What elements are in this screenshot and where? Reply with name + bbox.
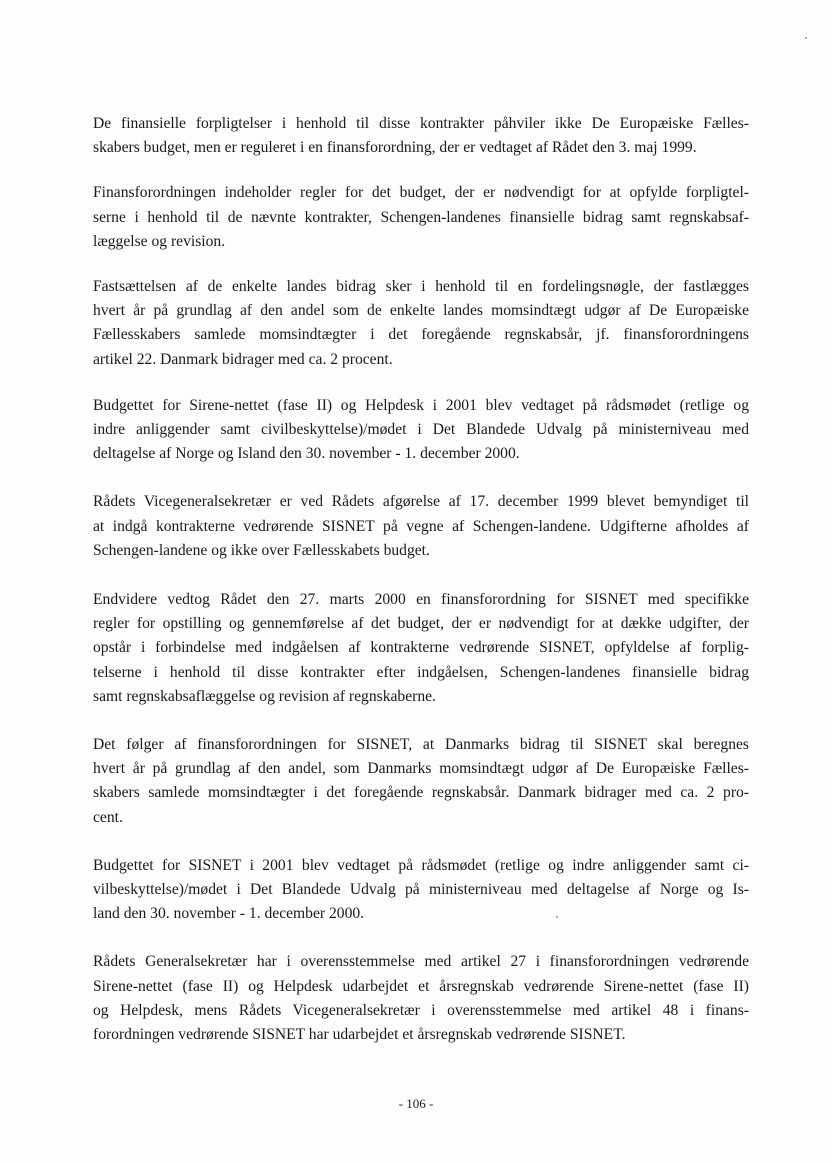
- paragraph-line: artikel 22. Danmark bidrager med ca. 2 procent.: [93, 350, 393, 368]
- paragraph-line: land den 30. november - 1. december 2000.: [93, 905, 365, 923]
- paragraph-line: at indgå kontrakterne vedrørende SISNET på vegne af Schengen-landene. Udgifterne afholdes af: [93, 517, 749, 535]
- paragraph-line: læggelse og revision.: [93, 232, 226, 250]
- paragraph-line: Fællesskabers samlede momsindtægter i det foregående regnskabsår, jf. finansforordningens: [93, 326, 749, 344]
- paragraph-line: Fastsættelsen af de enkelte landes bidrag sker i henhold til en fordelingsnøgle, der fastlægges: [93, 278, 749, 296]
- paragraph-line: deltagelse af Norge og Island den 30. november - 1. december 2000.: [93, 445, 520, 463]
- page-number: - 106 -: [398, 1096, 434, 1111]
- paragraph-line: indre anliggender samt civilbeskyttelse)/mødet i Det Blandede Udvalg på ministerniveau med: [93, 421, 749, 439]
- paragraph-line: forordningen vedrørende SISNET har udarbejdet et årsregnskab vedrørende SISNET.: [93, 1026, 626, 1044]
- paragraph-6: [93, 588, 749, 709]
- paragraph-line: skabers budget, men er reguleret i en finansforordning, der er vedtaget af Rådet den 3. maj 1999.: [93, 139, 697, 157]
- paragraph-line: regler for opstilling og gennemførelse af det budget, der er nødvendigt for at dække udgifter, der: [93, 615, 749, 633]
- paragraph-4: [93, 394, 749, 467]
- paragraph-1: [93, 112, 749, 160]
- paragraph-line: og Helpdesk, mens Rådets Vicegeneralsekretær i overensstemmelse med artikel 48 i finans-: [93, 1001, 749, 1019]
- paragraph-7: [93, 733, 749, 830]
- paragraph-8: [93, 854, 749, 927]
- paragraph-line: vilbeskyttelse)/mødet i Det Blandede Udvalg på ministerniveau med deltagelse af Norge og Is-: [93, 881, 749, 899]
- paragraph-line: Sirene-nettet (fase II) og Helpdesk udarbejdet et årsregnskab vedrørende Sirene-nettet (fase II): [93, 977, 749, 995]
- scan-speck: [805, 37, 807, 39]
- paragraph-line: cent.: [93, 808, 123, 826]
- paragraph-5: [93, 490, 749, 563]
- paragraph-line: Det følger af finansforordningen for SISNET, at Danmarks bidrag til SISNET skal beregnes: [93, 736, 749, 754]
- paragraph-line: hvert år på grundlag af den andel, som Danmarks momsindtægt udgør af De Europæiske Fælles-: [93, 760, 749, 778]
- paragraph-line: opstår i forbindelse med indgåelsen af kontrakterne vedrørende SISNET, opfyldelse af forplig-: [93, 639, 749, 657]
- paragraph-line: hvert år på grundlag af den andel som de enkelte landes momsindtægt udgør af De Europæiske: [93, 302, 749, 320]
- paragraph-3: [93, 275, 749, 372]
- paragraph-line: Budgettet for SISNET i 2001 blev vedtaget på rådsmødet (retlige og indre anliggender samt ci-: [93, 856, 749, 874]
- paragraph-2: [93, 181, 749, 254]
- paragraph-line: Finansforordningen indeholder regler for det budget, der er nødvendigt for at opfylde forpligtel-: [93, 184, 749, 202]
- paragraph-line: Rådets Generalsekretær har i overensstemmelse med artikel 27 i finansforordningen vedrørende: [93, 953, 749, 971]
- paragraph-line: skabers samlede momsindtægter i det foregående regnskabsår. Danmark bidrager med ca. 2 pro-: [93, 784, 749, 802]
- document-body: [93, 112, 749, 1071]
- paragraph-line: Budgettet for Sirene-nettet (fase II) og Helpdesk i 2001 blev vedtaget på rådsmødet (retlige og: [93, 396, 749, 414]
- paragraph-line: samt regnskabsaflæggelse og revision af regnskaberne.: [93, 687, 436, 705]
- paragraph-line: telserne i henhold til disse kontrakter efter indgåelsen, Schengen-landenes finansielle bidrag: [93, 663, 749, 681]
- paragraph-9: [93, 950, 749, 1047]
- paragraph-line: Rådets Vicegeneralsekretær er ved Rådets afgørelse af 17. december 1999 blevet bemyndiget til: [93, 493, 749, 511]
- paragraph-line: serne i henhold til de nævnte kontrakter, Schengen-landenes finansielle bidrag samt regnskabsaf-: [93, 208, 749, 226]
- paragraph-line: Schengen-landene og ikke over Fællesskabets budget.: [93, 541, 430, 559]
- paragraph-line: De finansielle forpligtelser i henhold til disse kontrakter påhviler ikke De Europæiske Fælles-: [93, 115, 749, 132]
- paragraph-line: Endvidere vedtog Rådet den 27. marts 2000 en finansforordning for SISNET med specifikke: [93, 591, 749, 609]
